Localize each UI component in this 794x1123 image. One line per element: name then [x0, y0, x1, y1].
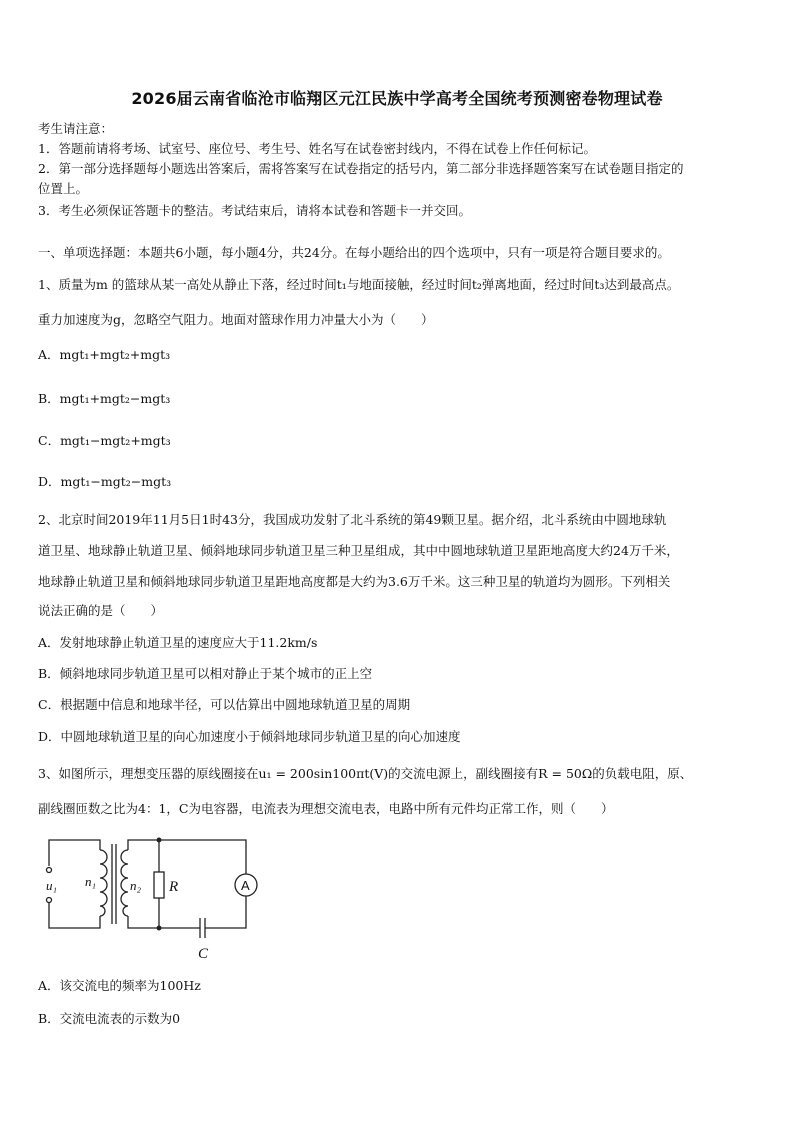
q2-option-d: D．中圆地球轨道卫星的向心加速度小于倾斜地球同步轨道卫星的向心加速度	[38, 729, 461, 744]
q2-stem-line3: 地球静止轨道卫星和倾斜地球同步轨道卫星距地高度都是大约为3.6万千米。这三种卫星的轨道均为圆形。下列相关	[38, 574, 671, 589]
q1-option-b: B．mgt₁+mgt₂−mgt₃	[38, 391, 171, 406]
q1-option-c: C．mgt₁−mgt₂+mgt₃	[38, 433, 171, 448]
notice-heading: 考生请注意：	[38, 121, 114, 136]
notice-item-2-cont: 位置上。	[38, 181, 89, 196]
q1-stem-line2: 重力加速度为g，忽略空气阻力。地面对篮球作用力冲量大小为（ ）	[38, 312, 434, 327]
q2-option-b: B．倾斜地球同步轨道卫星可以相对静止于某个城市的正上空	[38, 666, 373, 681]
q1-option-d: D．mgt₁−mgt₂−mgt₃	[38, 474, 172, 489]
q2-stem-line1: 2、北京时间2019年11月5日1时43分，我国成功发射了北斗系统的第49颗卫星。据介绍，北斗系统由中圆地球轨	[38, 512, 667, 527]
notice-item-1: 1．答题前请将考场、试室号、座位号、考生号、姓名写在试卷密封线内，不得在试卷上作任何标记。	[38, 141, 596, 156]
label-u1: u₁	[46, 878, 58, 893]
q3-option-b: B．交流电流表的示数为0	[38, 1011, 181, 1026]
q2-option-a: A．发射地球静止轨道卫星的速度应大于11.2km/s	[38, 635, 318, 650]
page-title: 2026届云南省临沧市临翔区元江民族中学高考全国统考预测密卷物理试卷	[131, 89, 663, 108]
q1-option-a: A．mgt₁+mgt₂+mgt₃	[38, 347, 171, 362]
label-n2: n₂	[130, 878, 142, 893]
label-r: R	[169, 879, 179, 895]
q1-stem-line1: 1、质量为m 的篮球从某一高处从静止下落，经过时间t₁与地面接触，经过时间t₂弹离地面，经过时间t₃达到最高点。	[38, 277, 680, 292]
notice-item-2: 2．第一部分选择题每小题选出答案后，需将答案写在试卷指定的括号内，第二部分非选择题答案写在试卷题目指定的	[38, 161, 684, 176]
label-ammeter: A	[241, 878, 250, 893]
q3-stem-line2: 副线圈匝数之比为4：1，C为电容器，电流表为理想交流电表，电路中所有元件均正常工作，则（ ）	[38, 801, 614, 816]
notice-item-3: 3．考生必须保证答题卡的整洁。考试结束后，请将本试卷和答题卡一并交回。	[38, 203, 471, 218]
label-c: C	[198, 946, 209, 962]
section-heading: 一、单项选择题：本题共6小题，每小题4分，共24分。在每小题给出的四个选项中，只有一项是符合题目要求的。	[38, 245, 670, 260]
transformer-circuit-diagram	[38, 830, 278, 965]
label-n1: n₁	[85, 874, 97, 889]
q2-stem-line2: 道卫星、地球静止轨道卫星、倾斜地球同步轨道卫星三种卫星组成，其中中圆地球轨道卫星距地高度大约24万千米，	[38, 543, 679, 558]
q3-stem-line1: 3、如图所示，理想变压器的原线圈接在u₁ = 200sin100πt(V)的交流电源上，副线圈接有R = 50Ω的负载电阻，原、	[38, 766, 693, 781]
q3-option-a: A．该交流电的频率为100Hz	[38, 978, 201, 993]
q2-option-c: C．根据题中信息和地球半径，可以估算出中圆地球轨道卫星的周期	[38, 697, 411, 712]
q2-stem-line4: 说法正确的是（ ）	[38, 603, 164, 618]
